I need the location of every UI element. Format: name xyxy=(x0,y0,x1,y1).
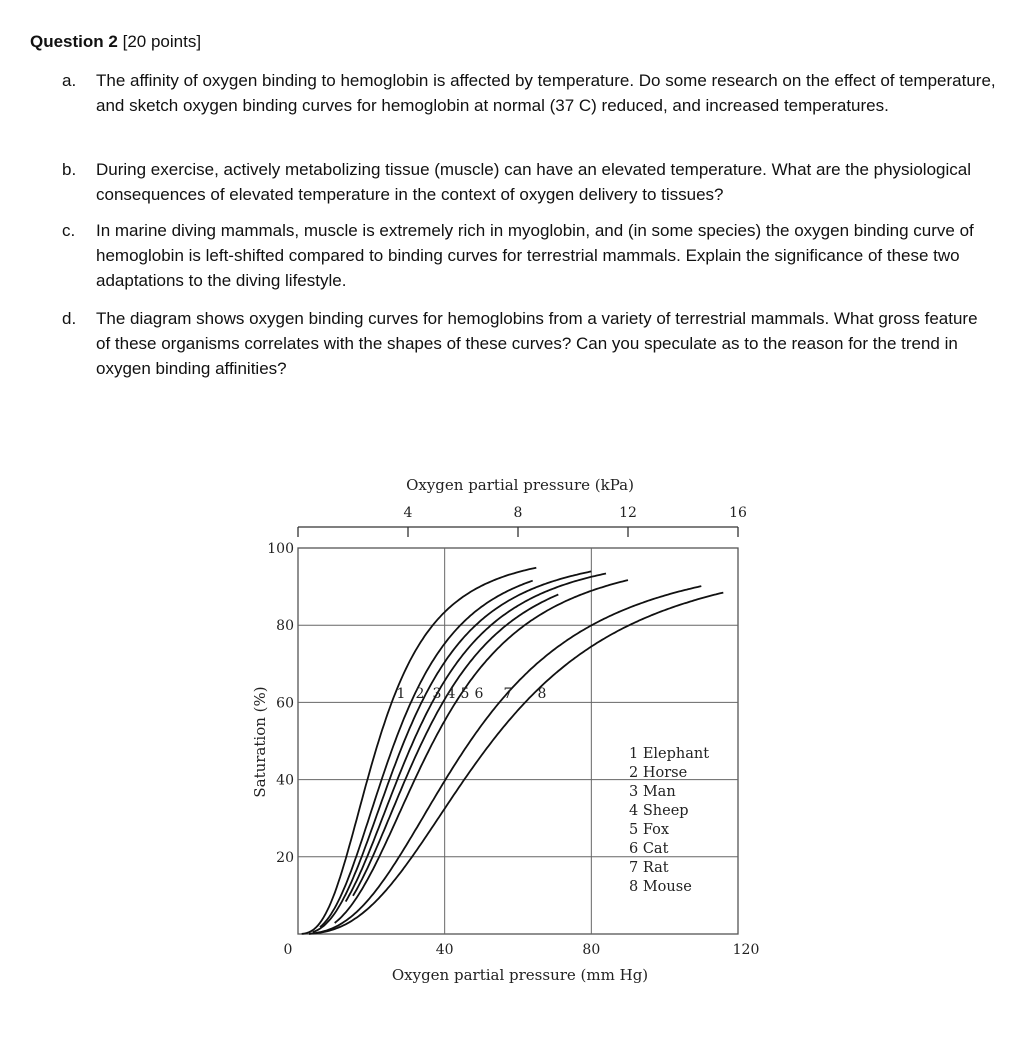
item-letter: c. xyxy=(62,221,76,240)
x2-tick-label: 12 xyxy=(619,505,637,521)
y-tick-label: 80 xyxy=(276,618,294,635)
legend-entry: 6 Cat xyxy=(629,841,669,857)
item-letter: b. xyxy=(62,160,77,179)
y-tick-label: 20 xyxy=(276,849,294,866)
curve-label: 7 xyxy=(503,686,513,702)
question-number: Question 2 xyxy=(30,32,118,51)
x-tick-label: 120 xyxy=(732,942,760,958)
x-tick-label: 80 xyxy=(582,942,601,958)
x2-tick-label: 16 xyxy=(729,505,747,521)
legend-entry: 5 Fox xyxy=(629,822,670,838)
legend-entry: 2 Horse xyxy=(629,765,688,781)
legend xyxy=(629,746,709,895)
curve-label: 5 xyxy=(460,686,470,702)
y-tick-label: 100 xyxy=(267,541,294,557)
y-tick-label: 40 xyxy=(276,772,294,789)
y-tick-label-zero: 0 xyxy=(283,942,293,958)
legend-entry: 1 Elephant xyxy=(629,746,710,762)
curve-fox xyxy=(353,595,558,896)
legend-entry: 3 Man xyxy=(629,784,676,800)
x2-tick-label: 4 xyxy=(403,505,413,521)
x-axis-label: Oxygen partial pressure (mm Hg) xyxy=(391,966,649,984)
item-text: In marine diving mammals, muscle is extremely rich in myoglobin, and (in some species) the oxygen binding curve of hemoglobin is left-shifted compared to binding curves for terrestrial mammals. Explain the significance of these two adaptations to the diving lifestyle. xyxy=(96,221,974,290)
item-text: The affinity of oxygen binding to hemoglobin is affected by temperature. Do some research on the effect of temperature, and sketch oxygen binding curves for hemoglobin at normal (37 C) reduced, and increased temperatures. xyxy=(96,71,996,115)
curve-labels xyxy=(397,686,547,702)
curve-label: 6 xyxy=(474,686,484,702)
y-tick-label: 60 xyxy=(276,695,294,712)
x-tick-label: 40 xyxy=(435,942,454,958)
question-points: [20 points] xyxy=(122,32,202,51)
curve-label: 2 xyxy=(415,686,425,702)
legend-entry: 4 Sheep xyxy=(629,803,689,819)
curve-cat xyxy=(335,580,628,923)
x2-axis-label: Oxygen partial pressure (kPa) xyxy=(406,476,634,494)
legend-entry: 7 Rat xyxy=(629,860,669,876)
x2-tick-label: 8 xyxy=(513,505,523,521)
curve-label: 8 xyxy=(537,686,547,702)
item-letter: d. xyxy=(62,309,77,328)
y-axis-label: Saturation (%) xyxy=(251,686,269,798)
legend-entry: 8 Mouse xyxy=(629,879,692,895)
item-text: During exercise, actively metabolizing tissue (muscle) can have an elevated temperature. What are the physiological consequences of elevated temperature in the context of oxygen delivery to tissues? xyxy=(96,160,971,204)
curve-label: 4 xyxy=(446,686,456,702)
item-text: The diagram shows oxygen binding curves for hemoglobins from a variety of terrestrial mammals. What gross feature of these organisms correlates with the shapes of these curves? Can you speculate as to the reason for the trend in oxygen binding affinities? xyxy=(96,309,978,378)
curve-label: 1 xyxy=(396,686,406,702)
item-letter: a. xyxy=(62,71,77,90)
curve-label: 3 xyxy=(432,686,442,702)
curve-sheep xyxy=(346,574,606,902)
